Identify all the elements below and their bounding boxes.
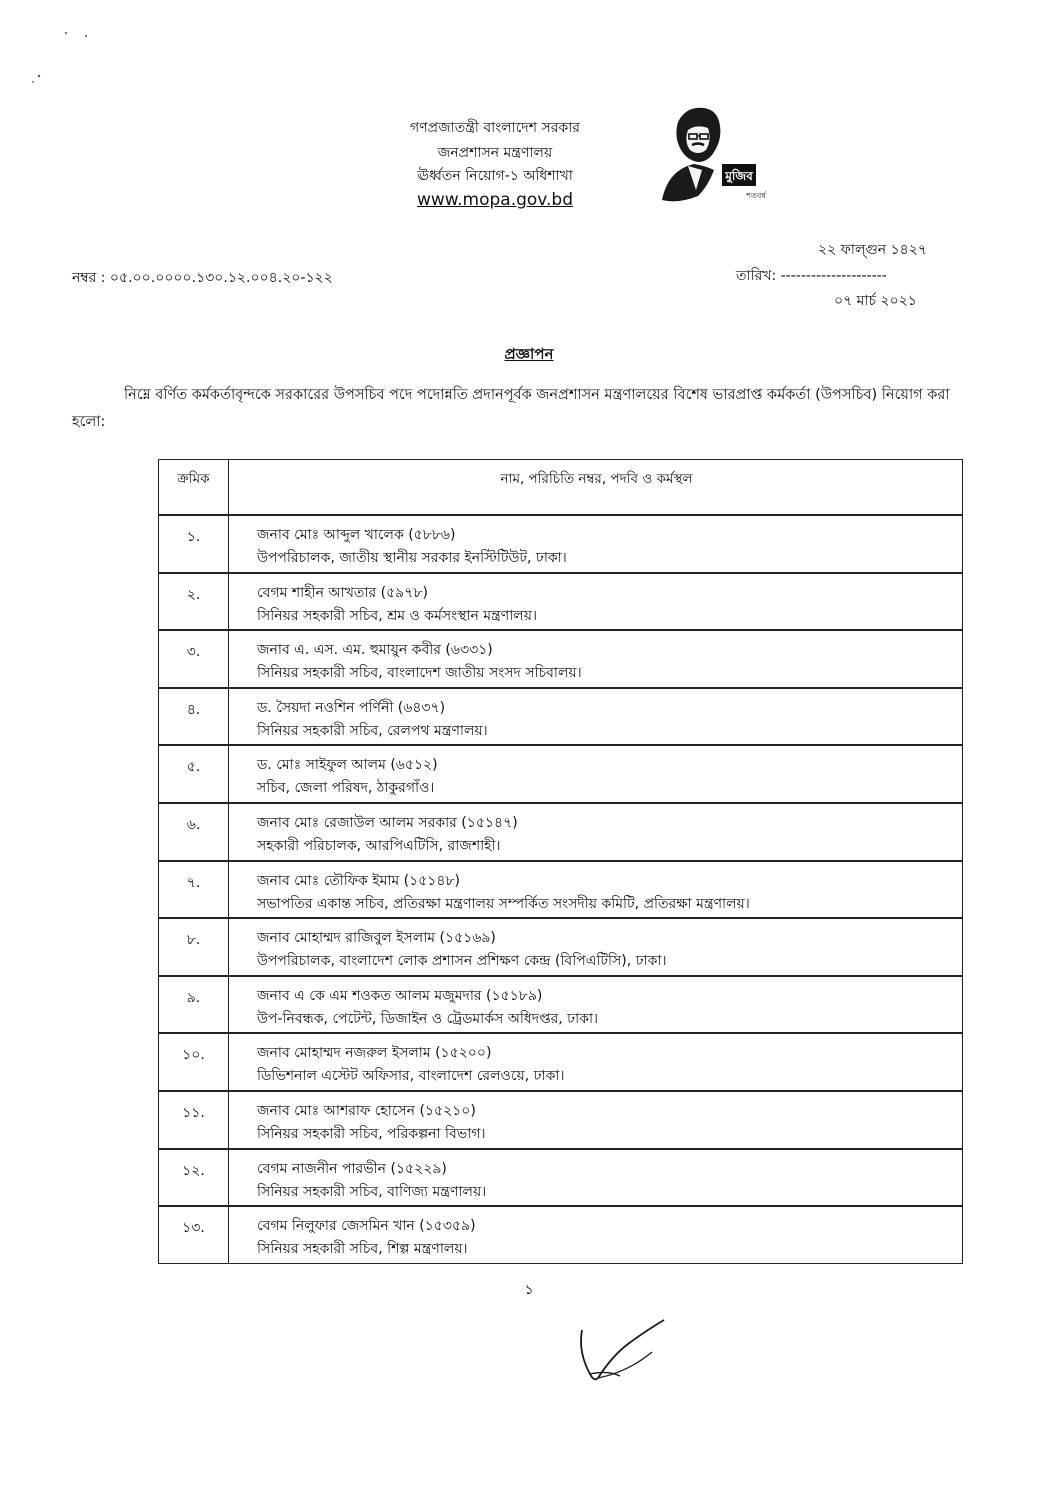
officer-designation: উপপরিচালক, জাতীয় স্থানীয় সরকার ইনস্টিটিউট, ঢাকা। [257, 550, 567, 566]
officer-designation: ডিভিশনাল এস্টেট অফিসার, বাংলাদেশ রেলওয়ে, ঢাকা। [257, 1068, 565, 1085]
page-number: ১ [524, 1282, 534, 1298]
officer-name: জনাব এ কে এম শওকত আলম মজুমদার (১৫১৮৯) [257, 987, 543, 1004]
date-label: তারিখ: --------------------- [736, 268, 887, 284]
govt-name: গণপ্রজাতন্ত্রী বাংলাদেশ সরকার [410, 120, 580, 136]
table-row [158, 975, 963, 1033]
officer-name: জনাব মোঃ তৌফিক ইমাম (১৫১৪৮) [257, 872, 460, 889]
officer-name: বেগম নিলুফার জেসমিন খান (১৫৩৫৯) [257, 1218, 476, 1235]
website-link[interactable]: www.mopa.gov.bd [416, 190, 574, 210]
bangla-date: ২২ ফাল্গুন ১৪২৭ [818, 242, 927, 258]
table-row [158, 572, 963, 630]
table-row [158, 1032, 963, 1090]
table-row [158, 514, 963, 572]
officer-designation: সিনিয়র সহকারী সচিব, শ্রম ও কর্মসংস্থান মন্ত্রণালয়। [257, 607, 537, 624]
officer-name: জনাব মোঃ রেজাউল আলম সরকার (১৫১৪৭) [257, 814, 518, 831]
row-serial: ৫. [159, 746, 229, 802]
officer-designation: উপপরিচালক, বাংলাদেশ লোক প্রশাসন প্রশিক্ষণ কেন্দ্র (বিপিএটিসি), ঢাকা। [257, 953, 667, 970]
officer-designation: সিনিয়র সহকারী সচিব, পরিকল্পনা বিভাগ। [257, 1125, 486, 1142]
table-row [158, 687, 963, 745]
row-serial: ১৩. [159, 1207, 229, 1263]
notice-title: প্রজ্ঞাপন [504, 345, 554, 363]
officer-designation: সিনিয়র সহকারী সচিব, বাণিজ্য মন্ত্রণালয়। [257, 1183, 487, 1200]
website-wrap [330, 190, 660, 210]
section-name: ঊর্ধ্বতন নিয়োগ-১ অধিশাখা [417, 168, 573, 184]
officer-designation: উপ-নিবন্ধক, পেটেন্ট, ডিজাইন ও ট্রেডমার্কস অধিদপ্তর, ঢাকা। [257, 1010, 599, 1027]
row-serial: ১০. [159, 1034, 229, 1090]
officer-designation: সিনিয়র সহকারী সচিব, বাংলাদেশ জাতীয় সংসদ সচিবালয়। [257, 665, 582, 682]
table-row [158, 629, 963, 687]
officer-designation: সভাপতির একান্ত সচিব, প্রতিরক্ষা মন্ত্রণালয় সম্পর্কিত সংসদীয় কমিটি, প্রতিরক্ষা মন্ত্রণালয়। [257, 895, 750, 912]
svg-text:শতবর্ষ: শতবর্ষ [746, 191, 766, 200]
officer-designation: সিনিয়র সহকারী সচিব, শিল্প মন্ত্রণালয়। [257, 1241, 468, 1258]
table-row [158, 802, 963, 860]
english-date: ০৭ মার্চ ২০২১ [834, 293, 917, 309]
officer-name: বেগম শাহীন আখতার (৫৯৭৮) [257, 584, 428, 601]
row-serial: ২. [159, 574, 229, 630]
row-serial: ৪. [159, 689, 229, 745]
table-row [158, 744, 963, 802]
row-serial: ৩. [159, 631, 229, 687]
mujib-borsho-logo-icon [648, 100, 778, 210]
officer-designation: সিনিয়র সহকারী সচিব, রেলপথ মন্ত্রণালয়। [257, 722, 488, 739]
table-row [158, 1205, 963, 1263]
row-serial: ৯. [159, 977, 229, 1033]
row-serial: ১১. [159, 1092, 229, 1148]
table-body [158, 514, 963, 1263]
table-row [158, 860, 963, 918]
officer-designation: সহকারী পরিচালক, আরপিএটিসি, রাজশাহী। [257, 837, 501, 854]
officer-name: জনাব মোঃ আশরাফ হোসেন (১৫২১০) [257, 1102, 476, 1119]
officer-name: বেগম নাজনীন পারভীন (১৫২২৯) [257, 1160, 447, 1177]
officer-name: জনাব মোহাম্মদ নজরুল ইসলাম (১৫২০০) [257, 1045, 492, 1062]
officer-name: জনাব এ. এস. এম. হুমায়ুন কবীর (৬৩৩১) [257, 642, 493, 659]
header-details: নাম, পরিচিতি নম্বর, পদবি ও কর্মস্থল [500, 471, 693, 487]
row-serial: ১. [159, 516, 229, 572]
ministry-name: জনপ্রশাসন মন্ত্রণালয় [437, 145, 553, 161]
officer-name: জনাব মোহাম্মদ রাজিবুল ইসলাম (১৫১৬৯) [257, 930, 496, 947]
memo-number: নম্বর : ০৫.০০.০০০০.১৩০.১২.০০৪.২০-১২২ [72, 270, 333, 286]
officer-designation: সচিব, জেলা পরিষদ, ঠাকুরগাঁও। [257, 780, 435, 797]
row-serial: ৮. [159, 919, 229, 975]
row-serial: ১২. [159, 1150, 229, 1206]
scan-specks [0, 0, 120, 100]
svg-text:মুজিব: মুজিব [725, 169, 753, 183]
intro-paragraph: নিম্নে বর্ণিত কর্মকর্তাবৃন্দকে সরকারের উপসচিব পদে পদোন্নতি প্রদানপূর্বক জনপ্রশাসন মন্ত্রণালয়ের বিশেষ ভারপ্রাপ্ত কর্মকর্তা (উপসচিব) নিয়োগ করা হলো: [72, 387, 950, 430]
table-row [158, 1148, 963, 1206]
officer-name: জনাব মোঃ আব্দুল খালেক (৫৮৮৬) [257, 527, 456, 543]
table-row [158, 917, 963, 975]
table-header [158, 459, 963, 514]
row-serial: ৬. [159, 804, 229, 860]
officers-table [158, 459, 963, 1264]
signature-mark [568, 1312, 678, 1392]
officer-name: ড. সৈয়দা নওশিন পর্ণিনী (৬৪৩৭) [257, 699, 446, 716]
table-row [158, 1090, 963, 1148]
table-bottom-border [158, 1263, 963, 1264]
header-serial: ক্রমিক [159, 460, 229, 514]
row-serial: ৭. [159, 862, 229, 918]
officer-name: ড. মোঃ সাইফুল আলম (৬৫১২) [257, 757, 438, 774]
